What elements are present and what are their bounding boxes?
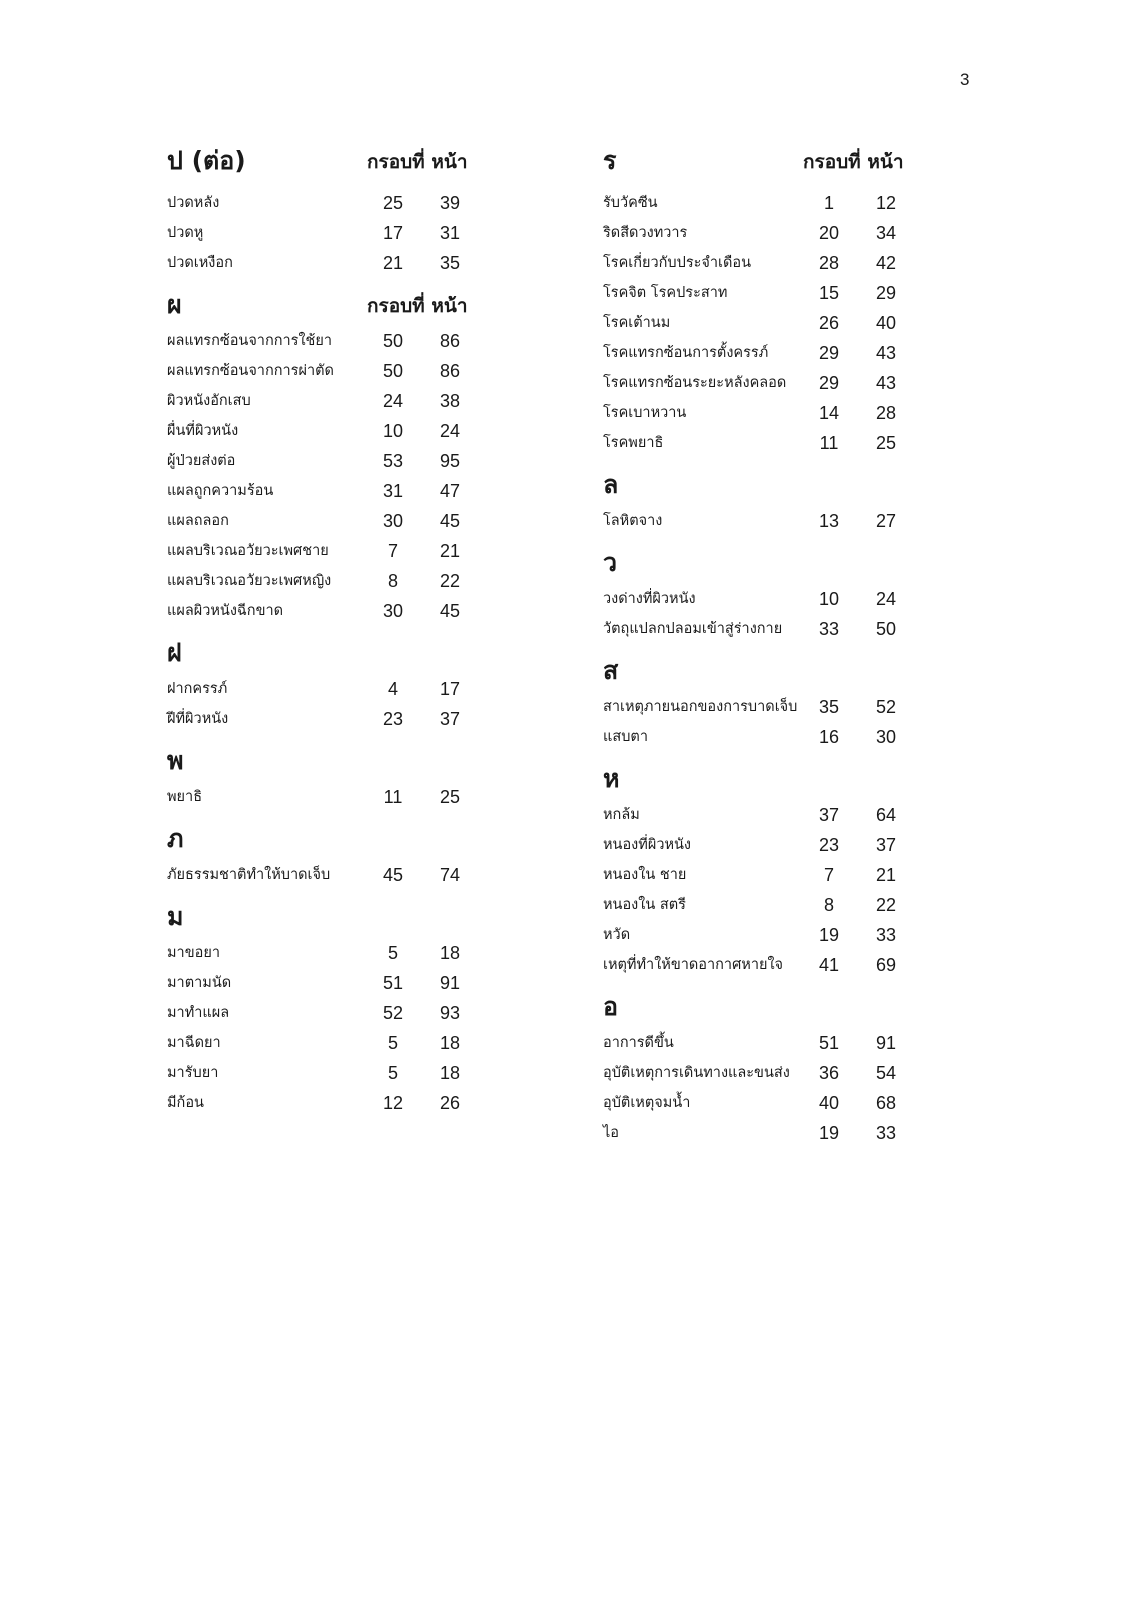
entry-frame-number: 21 [382, 253, 404, 273]
entry-term: ภัยธรรมชาติทำให้บาดเจ็บ [167, 867, 331, 883]
entry-page-number: 35 [439, 253, 461, 273]
entry-frame-number: 50 [382, 361, 404, 381]
entry-page-number: 93 [439, 1003, 461, 1023]
entry-frame-number: 12 [382, 1093, 404, 1113]
index-entry [167, 386, 527, 416]
index-entry [167, 938, 527, 968]
entry-term: อุบัติเหตุจมน้ำ [603, 1095, 691, 1111]
entry-page-number: 95 [439, 451, 461, 471]
entry-page-number: 37 [439, 709, 461, 729]
entry-page-number: 86 [439, 331, 461, 351]
entry-frame-number: 19 [818, 1123, 840, 1143]
entry-page-number: 43 [875, 373, 897, 393]
entry-frame-number: 7 [823, 865, 834, 885]
entry-page-number: 40 [875, 313, 897, 333]
index-entry [603, 614, 963, 644]
entry-page-number: 91 [439, 973, 461, 993]
index-entry [167, 860, 527, 890]
index-entry [603, 308, 963, 338]
section-letter: ส [603, 656, 619, 685]
entry-term: สาเหตุภายนอกของการบาดเจ็บ [603, 699, 798, 715]
index-entry [167, 566, 527, 596]
section-letter: ล [603, 470, 619, 499]
entry-term: โรคจิต โรคประสาท [603, 285, 728, 301]
entry-term: ปวดเหงือก [167, 255, 233, 271]
entry-page-number: 39 [439, 193, 461, 213]
index-entry [167, 446, 527, 476]
entry-term: พยาธิ [167, 789, 203, 805]
index-entry [603, 950, 963, 980]
index-entry [167, 188, 527, 218]
index-entry [603, 584, 963, 614]
entry-term: ผื่นที่ผิวหนัง [167, 423, 239, 439]
entry-frame-number: 14 [818, 403, 840, 423]
entry-frame-number: 11 [819, 433, 839, 453]
index-entry [167, 356, 527, 386]
entry-term: ผลแทรกซ้อนจากการใช้ยา [167, 333, 333, 349]
index-entry [603, 506, 963, 536]
entry-page-number: 25 [875, 433, 897, 453]
index-entry [603, 1028, 963, 1058]
index-entry [167, 536, 527, 566]
section-letter: ภ [167, 824, 184, 853]
entry-term: อุบัติเหตุการเดินทางและขนส่ง [603, 1065, 790, 1081]
index-section [603, 986, 963, 1148]
index-entry [603, 188, 963, 218]
index-entry [603, 338, 963, 368]
index-entry [167, 476, 527, 506]
entry-page-number: 29 [875, 283, 897, 303]
entry-frame-number: 7 [387, 541, 398, 561]
entry-frame-number: 40 [818, 1093, 840, 1113]
entry-page-number: 34 [875, 223, 897, 243]
entry-page-number: 18 [439, 1033, 461, 1053]
entry-frame-number: 5 [387, 1033, 398, 1053]
entry-frame-number: 11 [383, 787, 403, 807]
entry-page-number: 33 [875, 925, 897, 945]
index-section [167, 818, 527, 890]
entry-frame-number: 16 [818, 727, 840, 747]
entry-page-number: 38 [439, 391, 461, 411]
entry-frame-number: 30 [382, 601, 404, 621]
index-entry [603, 920, 963, 950]
entry-page-number: 21 [875, 865, 897, 885]
index-section [603, 758, 963, 980]
entry-frame-number: 10 [818, 589, 840, 609]
entry-frame-number: 45 [382, 865, 404, 885]
entry-term: ฝากครรภ์ [167, 681, 228, 697]
entry-frame-number: 26 [818, 313, 840, 333]
entry-frame-number: 5 [387, 943, 398, 963]
index-entry [603, 1088, 963, 1118]
index-entry [603, 278, 963, 308]
entry-term: มาตามนัด [167, 975, 232, 991]
entry-frame-number: 51 [818, 1033, 840, 1053]
index-section [167, 740, 527, 812]
entry-frame-number: 30 [382, 511, 404, 531]
section-header [603, 140, 963, 188]
index-section [167, 284, 527, 626]
entry-page-number: 42 [875, 253, 897, 273]
entry-page-number: 27 [875, 511, 897, 531]
entry-term: ปวดหู [167, 225, 204, 241]
section-header [167, 740, 527, 782]
entry-term: หวัด [603, 927, 631, 943]
entry-term: เหตุที่ทำให้ขาดอากาศหายใจ [603, 957, 784, 973]
entry-frame-number: 41 [818, 955, 840, 975]
entry-term: มาฉีดยา [167, 1035, 221, 1051]
section-header [603, 986, 963, 1028]
entry-frame-number: 1 [823, 193, 834, 213]
index-entry [167, 1028, 527, 1058]
entry-term: รับวัคซีน [603, 195, 658, 211]
column-headers [367, 294, 468, 318]
entry-page-number: 25 [439, 787, 461, 807]
index-entry [167, 782, 527, 812]
index-entry [167, 416, 527, 446]
entry-page-number: 50 [875, 619, 897, 639]
entry-frame-number: 24 [382, 391, 404, 411]
index-entry [603, 248, 963, 278]
section-header [167, 284, 527, 326]
page-column-header: หน้า [867, 151, 904, 173]
index-section [167, 896, 527, 1118]
entry-page-number: 21 [439, 541, 461, 561]
index-entry [603, 368, 963, 398]
index-entry [603, 830, 963, 860]
entry-frame-number: 28 [818, 253, 840, 273]
entry-term: ผลแทรกซ้อนจากการผ่าตัด [167, 363, 334, 379]
column-headers [367, 150, 468, 174]
entry-term: ผู้ป่วยส่งต่อ [167, 453, 236, 469]
entry-term: มีก้อน [167, 1095, 204, 1111]
entry-frame-number: 4 [387, 679, 398, 699]
index-entry [167, 704, 527, 734]
entry-page-number: 54 [875, 1063, 897, 1083]
entry-frame-number: 20 [818, 223, 840, 243]
entry-frame-number: 19 [818, 925, 840, 945]
entry-page-number: 12 [875, 193, 897, 213]
column-headers [803, 150, 904, 174]
index-entry [167, 506, 527, 536]
index-entry [167, 248, 527, 278]
entry-frame-number: 53 [382, 451, 404, 471]
entry-frame-number: 10 [382, 421, 404, 441]
entry-page-number: 37 [875, 835, 897, 855]
entry-term: แผลบริเวณอวัยวะเพศหญิง [167, 573, 332, 589]
entry-frame-number: 31 [382, 481, 404, 501]
entry-page-number: 24 [439, 421, 461, 441]
entry-page-number: 68 [875, 1093, 897, 1113]
entry-frame-number: 52 [382, 1003, 404, 1023]
entry-frame-number: 23 [382, 709, 404, 729]
section-header [167, 632, 527, 674]
entry-page-number: 24 [875, 589, 897, 609]
index-column-right [603, 140, 963, 1148]
entry-page-number: 47 [439, 481, 461, 501]
page-column-header: หน้า [431, 151, 468, 173]
entry-frame-number: 5 [387, 1063, 398, 1083]
entry-page-number: 31 [439, 223, 461, 243]
entry-term: โรคเบาหวาน [603, 405, 687, 421]
entry-frame-number: 29 [818, 373, 840, 393]
entry-frame-number: 13 [818, 511, 840, 531]
section-header [167, 818, 527, 860]
entry-page-number: 18 [439, 943, 461, 963]
entry-term: วงด่างที่ผิวหนัง [603, 591, 696, 607]
index-section [603, 464, 963, 536]
entry-page-number: 69 [875, 955, 897, 975]
entry-term: หนองใน ชาย [603, 867, 687, 883]
entry-term: แผลผิวหนังฉีกขาด [167, 603, 284, 619]
page-number: 3 [960, 70, 970, 89]
entry-page-number: 22 [439, 571, 461, 591]
entry-page-number: 64 [875, 805, 897, 825]
entry-page-number: 33 [875, 1123, 897, 1143]
index-entry [603, 428, 963, 458]
entry-term: มาทำแผล [167, 1005, 230, 1021]
entry-frame-number: 8 [387, 571, 398, 591]
page-column-header: หน้า [431, 295, 468, 317]
entry-frame-number: 37 [818, 805, 840, 825]
index-entry [167, 218, 527, 248]
section-letter: ห [603, 764, 620, 793]
section-letter: ป (ต่อ) [167, 146, 246, 175]
frame-column-header: กรอบที่ [803, 151, 861, 173]
entry-frame-number: 23 [818, 835, 840, 855]
section-letter: ว [603, 548, 618, 577]
section-letter: ฝ [167, 638, 182, 667]
index-entry [167, 1088, 527, 1118]
entry-page-number: 26 [439, 1093, 461, 1113]
index-entry [603, 722, 963, 752]
entry-frame-number: 8 [823, 895, 834, 915]
entry-term: โรคเต้านม [603, 315, 671, 331]
index-entry [167, 596, 527, 626]
index-section [167, 632, 527, 734]
entry-frame-number: 35 [818, 697, 840, 717]
entry-term: แผลบริเวณอวัยวะเพศชาย [167, 543, 329, 559]
entry-term: ปวดหลัง [167, 195, 220, 211]
entry-page-number: 45 [439, 511, 461, 531]
entry-page-number: 74 [439, 865, 461, 885]
entry-frame-number: 36 [818, 1063, 840, 1083]
entry-term: วัตถุแปลกปลอมเข้าสู่ร่างกาย [603, 621, 783, 637]
index-entry [603, 890, 963, 920]
entry-page-number: 18 [439, 1063, 461, 1083]
section-letter: อ [603, 992, 619, 1021]
entry-term: ไอ [603, 1125, 620, 1141]
entry-page-number: 22 [875, 895, 897, 915]
entry-frame-number: 33 [818, 619, 840, 639]
index-entry [167, 1058, 527, 1088]
section-header [603, 542, 963, 584]
entry-page-number: 45 [439, 601, 461, 621]
frame-column-header: กรอบที่ [367, 295, 425, 317]
entry-page-number: 28 [875, 403, 897, 423]
section-header [167, 896, 527, 938]
entry-term: หนองที่ผิวหนัง [603, 837, 692, 853]
section-header [167, 140, 527, 188]
index-section [603, 140, 963, 458]
section-header [603, 464, 963, 506]
section-header [603, 758, 963, 800]
entry-page-number: 91 [875, 1033, 897, 1053]
entry-page-number: 30 [875, 727, 897, 747]
index-section [167, 140, 527, 278]
entry-term: แผลถูกความร้อน [167, 483, 274, 499]
entry-term: โรคแทรกซ้อนการตั้งครรภ์ [603, 345, 769, 361]
section-letter: ม [167, 902, 184, 931]
entry-term: โรคเกี่ยวกับประจำเดือน [603, 255, 752, 271]
entry-term: อาการดีขึ้น [603, 1035, 674, 1051]
entry-term: มารับยา [167, 1065, 219, 1081]
section-header [603, 650, 963, 692]
entry-term: ผิวหนังอักเสบ [167, 393, 251, 409]
index-entry [603, 860, 963, 890]
index-entry [603, 1118, 963, 1148]
index-entry [167, 968, 527, 998]
section-letter: ร [603, 146, 617, 175]
index-entry [603, 398, 963, 428]
entry-frame-number: 29 [818, 343, 840, 363]
index-column-left [167, 140, 527, 1118]
index-entry [167, 998, 527, 1028]
index-entry [603, 218, 963, 248]
entry-term: แสบตา [603, 729, 648, 745]
entry-term: โรคแทรกซ้อนระยะหลังคลอด [603, 375, 787, 391]
entry-term: แผลถลอก [167, 513, 229, 529]
entry-term: หกล้ม [603, 807, 640, 823]
entry-frame-number: 17 [382, 223, 404, 243]
entry-frame-number: 50 [382, 331, 404, 351]
entry-term: ริดสีดวงทวาร [603, 225, 688, 241]
entry-frame-number: 51 [382, 973, 404, 993]
index-entry [167, 674, 527, 704]
entry-term: มาขอยา [167, 945, 220, 961]
entry-term: ฝีที่ผิวหนัง [167, 711, 229, 727]
frame-column-header: กรอบที่ [367, 151, 425, 173]
entry-page-number: 86 [439, 361, 461, 381]
index-entry [603, 692, 963, 722]
index-section [603, 542, 963, 644]
index-entry [167, 326, 527, 356]
index-entry [603, 800, 963, 830]
entry-term: โรคพยาธิ [603, 435, 664, 451]
entry-frame-number: 15 [818, 283, 840, 303]
entry-term: โลหิตจาง [603, 513, 663, 529]
entry-frame-number: 25 [382, 193, 404, 213]
entry-page-number: 17 [439, 679, 461, 699]
section-letter: พ [167, 746, 184, 775]
section-letter: ผ [167, 290, 182, 319]
entry-page-number: 43 [875, 343, 897, 363]
index-section [603, 650, 963, 752]
entry-page-number: 52 [875, 697, 897, 717]
index-entry [603, 1058, 963, 1088]
entry-term: หนองใน สตรี [603, 897, 686, 913]
